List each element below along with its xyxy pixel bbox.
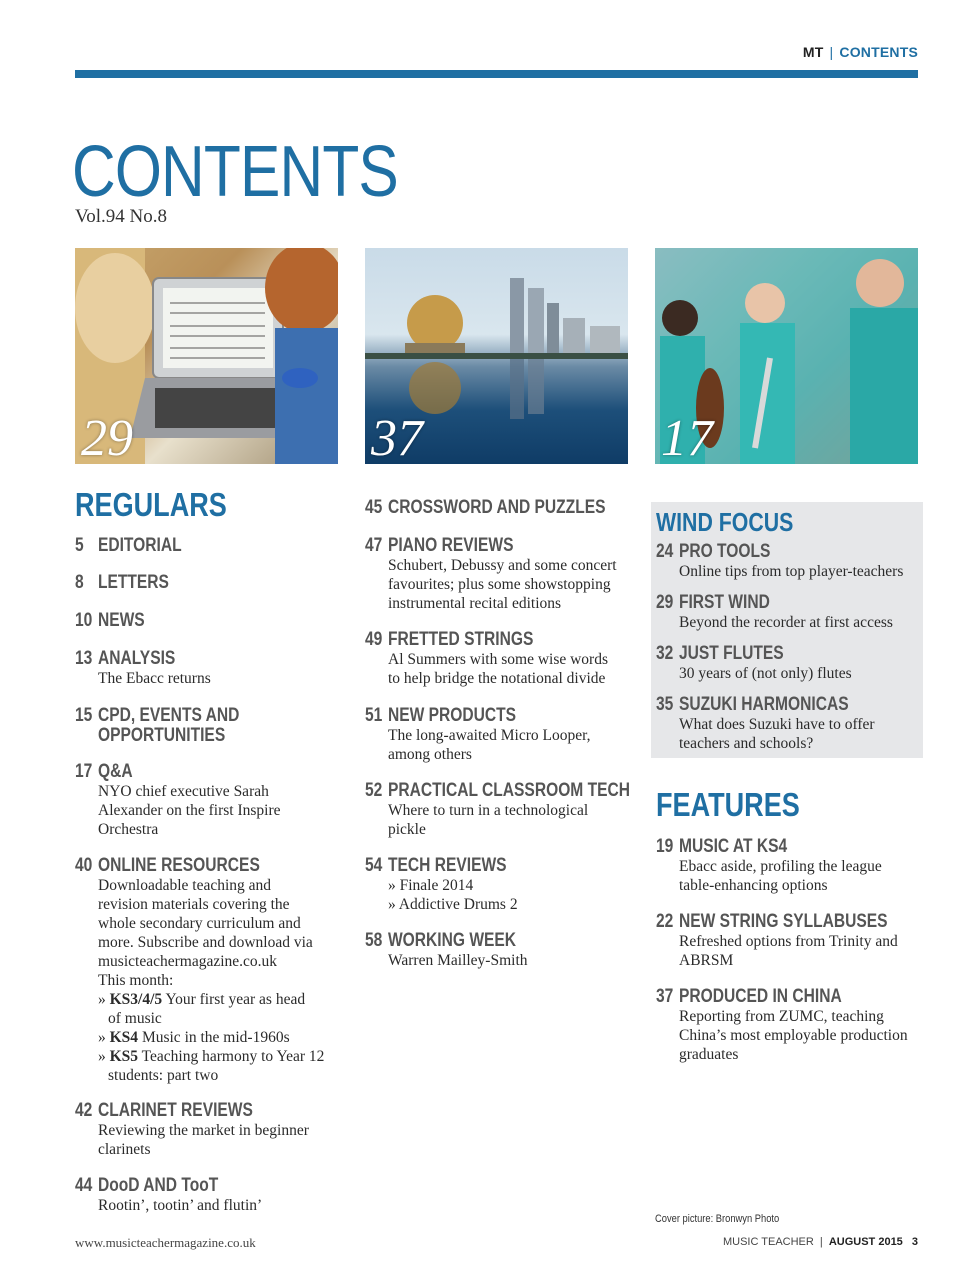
entry-title: EDITORIAL [97,535,182,556]
entry-title: CLARINET REVIEWS [97,1100,253,1121]
contents-entry[interactable] [75,1100,309,1159]
footer-magazine: MUSIC TEACHER [722,1236,814,1248]
contents-entry[interactable] [365,535,617,613]
contents-entry[interactable] [365,930,549,970]
entry-desc-line: Ebacc aside, profiling the league [679,858,882,875]
entry-desc-line: pickle [388,821,426,838]
entry-title: PRO TOOLS [678,541,771,562]
contents-entry[interactable] [656,643,852,683]
entry-title: NEW STRING SYLLABUSES [678,911,888,932]
entry-title: NEW PRODUCTS [387,705,517,726]
section-label: CONTENTS [839,44,918,60]
entry-page: 52 [365,780,383,801]
volume-label: Vol.94 No.8 [75,206,168,227]
entry-page: 42 [75,1100,93,1121]
entry-title: MUSIC AT KS4 [678,836,788,857]
entry-page: 29 [656,592,674,613]
entry-desc-line: Reviewing the market in beginner [98,1122,309,1139]
entry-page: 58 [365,930,383,951]
entry-title-cont: OPPORTUNITIES [97,725,226,746]
this-month-list [98,990,324,1085]
contents-entry[interactable] [365,705,591,764]
entry-desc-line: Reporting from ZUMC, teaching [679,1008,884,1025]
entry-title: SUZUKI HARMONICAS [678,694,849,715]
entry-desc-line: favourites; plus some showstopping [388,576,611,593]
footer-folio [723,1236,918,1248]
entry-desc-line: Online tips from top player-teachers [679,563,904,580]
entry-page: 40 [75,855,93,876]
entry-page: 8 [75,572,84,593]
entry-desc-line: NYO chief executive Sarah [98,783,269,800]
entry-desc-line: The Ebacc returns [98,670,211,687]
entry-desc-line: Alexander on the first Inspire [98,802,281,819]
entry-page: 15 [75,705,93,726]
contents-entry[interactable] [75,648,211,688]
wind-focus-heading: WIND FOCUS [656,507,794,537]
entry-title: LETTERS [97,572,169,593]
entry-desc-line: teachers and schools? [679,735,814,752]
entry-page: 24 [656,541,674,562]
contents-entry[interactable] [75,761,281,839]
entry-page: 49 [365,629,383,650]
photo-page-number: 29 [81,410,133,464]
cover-credit: Cover picture: Bronwyn Photo [655,1213,780,1225]
running-header [803,44,918,60]
entry-title: ANALYSIS [97,648,176,669]
entry-desc-line: China’s most employable production [679,1027,908,1044]
entry-page: 54 [365,855,383,876]
bullet-item: » KS5 Teaching harmony to Year 12 [98,1048,325,1065]
entry-desc-line: Al Summers with some wise words [388,651,609,668]
entry-title: Q&A [97,761,133,782]
entry-desc-line: more. Subscribe and download via [98,934,313,951]
regulars-heading: REGULARS [75,486,227,523]
entry-page: 47 [365,535,383,556]
entry-page: 32 [656,643,674,664]
entry-desc-line: whole secondary curriculum and [98,915,301,932]
contents-entry[interactable] [75,705,275,747]
contents-entry[interactable] [365,780,688,839]
contents-entry[interactable] [656,836,882,895]
photo-page-number: 17 [661,410,713,464]
header-rule [75,70,918,78]
footer-issue: AUGUST 2015 [828,1236,903,1248]
entry-desc-line: Where to turn in a technological [388,802,589,819]
entry-desc-line: » Finale 2014 [388,877,474,894]
entry-desc-line: Warren Mailley-Smith [388,952,528,969]
entry-title: ONLINE RESOURCES [97,855,260,876]
entry-desc-line: clarinets [98,1141,151,1158]
entry-desc-line: graduates [679,1046,739,1063]
contents-entry[interactable] [365,629,608,688]
entry-page: 44 [75,1175,93,1196]
entry-desc-line: Downloadable teaching and [98,877,272,894]
contents-entry[interactable] [365,855,538,914]
entry-title: TECH REVIEWS [387,855,507,876]
entry-page: 51 [365,705,383,726]
entry-desc-line: Schubert, Debussy and some concert [388,557,617,574]
entry-desc-line: What does Suzuki have to offer [679,716,875,733]
entry-page: 19 [656,836,674,857]
entry-desc-line: This month: [98,972,174,989]
entry-title: PRACTICAL CLASSROOM TECH [387,780,631,801]
entry-desc-line: Beyond the recorder at first access [679,614,893,631]
header-separator: | [829,44,834,60]
contents-entry[interactable] [75,535,205,557]
entry-page: 10 [75,610,93,631]
entry-title: DooD AND TooT [97,1175,219,1196]
entry-title: NEWS [97,610,145,631]
entry-title: CROSSWORD AND PUZZLES [387,497,606,518]
entry-title: FIRST WIND [678,592,770,613]
entry-page: 22 [656,911,674,932]
page-title: CONTENTS [72,132,398,212]
contents-entry[interactable] [365,497,658,519]
contents-entry[interactable] [656,592,893,632]
entry-desc-line: to help bridge the notational divide [388,670,606,687]
photo-orchestra-players [655,248,918,464]
contents-entry[interactable] [75,1175,262,1215]
entry-title: PIANO REVIEWS [387,535,514,556]
footer-url[interactable]: www.musicteachermagazine.co.uk [75,1235,256,1250]
entry-page: 17 [75,761,93,782]
entry-desc-line: revision materials covering the [98,896,290,913]
entry-page: 45 [365,497,383,518]
contents-entry[interactable] [656,911,938,970]
footer-page-number: 3 [911,1236,918,1248]
contents-entry[interactable] [656,694,891,753]
entry-page: 37 [656,986,674,1007]
contents-entry[interactable] [75,855,324,1085]
entry-desc-line: The long-awaited Micro Looper, [388,727,591,744]
contents-entry[interactable] [75,572,190,594]
bullet-item: » KS3/4/5 Your first year as head [98,991,306,1008]
photo-city-skyline [365,248,628,464]
bullet-item: » KS4 Music in the mid-1960s [98,1029,290,1046]
entry-desc-line: 30 years of (not only) flutes [679,665,852,682]
entry-title: WORKING WEEK [387,930,517,951]
entry-desc-line: » Addictive Drums 2 [388,896,518,913]
entry-desc-line: table-enhancing options [679,877,828,894]
entry-page: 35 [656,694,674,715]
entry-desc-line: Refreshed options from Trinity and [679,933,898,950]
entry-title: CPD, EVENTS AND [97,705,240,726]
entry-desc-line: Orchestra [98,821,159,838]
photo-classroom [75,248,338,464]
entry-title: PRODUCED IN CHINA [678,986,842,1007]
bullet-item-cont: students: part two [108,1067,219,1084]
footer-separator: | [819,1236,823,1248]
entry-page: 13 [75,648,93,669]
entry-desc-line: instrumental recital editions [388,595,562,612]
entry-desc-line: ABRSM [679,952,734,969]
entry-title: JUST FLUTES [678,643,784,664]
contents-entry[interactable] [656,986,908,1064]
contents-entry[interactable] [75,610,160,632]
entry-page: 5 [75,535,84,556]
bullet-item-cont: of music [108,1010,162,1027]
entry-title: FRETTED STRINGS [387,629,534,650]
features-heading: FEATURES [656,786,800,823]
photo-page-number: 37 [371,410,423,464]
entry-desc-line: musicteachermagazine.co.uk [98,953,278,970]
contents-entry[interactable] [656,541,903,581]
entry-desc-line: Rootin’, tootin’ and flutin’ [98,1197,263,1214]
entry-desc-line: among others [388,746,472,763]
magazine-initials: MT [802,44,824,60]
